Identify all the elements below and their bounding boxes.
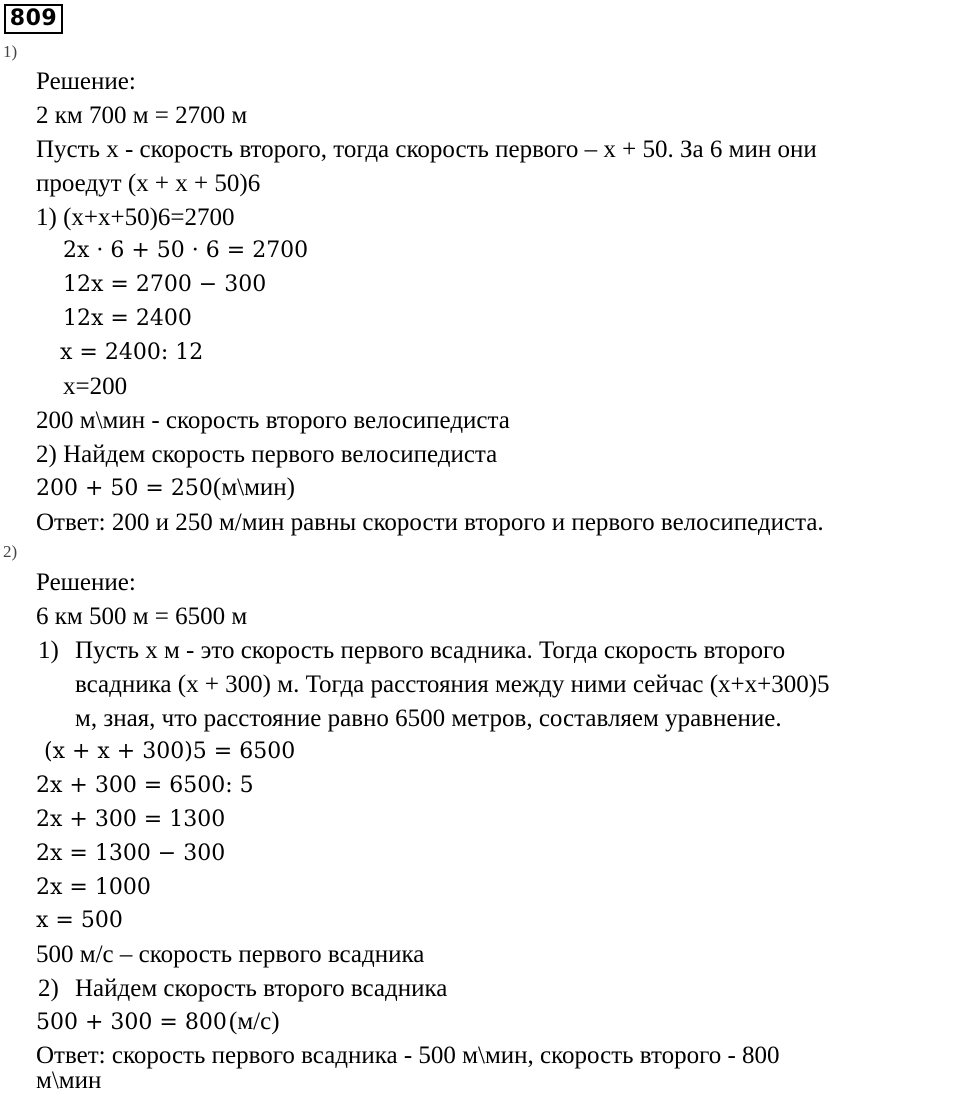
part1-unit-text: (м\мин): [213, 474, 295, 501]
problem-number-box: 809: [4, 4, 63, 34]
part1-text-line: проедут (x + x + 50)6: [36, 170, 261, 197]
part1-solution-heading: Решение:: [36, 68, 136, 95]
part2-math-line: 500 + 300 = 800: [36, 1010, 227, 1035]
part2-label: 2): [3, 542, 18, 561]
part2-step2-number: 2): [38, 975, 59, 1002]
part1-unit-conversion: 2 км 700 м = 2700 м: [36, 102, 248, 129]
part2-math-line: 2x = 1000: [36, 875, 151, 900]
part1-math-line: 12x = 2400: [63, 306, 192, 331]
part2-math-line: 2x + 300 = 6500: 5: [36, 773, 254, 798]
part1-step1-equation: 1) (х+х+50)6=2700: [36, 204, 235, 231]
part1-math-line: x = 2400: 12: [60, 340, 204, 365]
part2-math-line: x = 500: [36, 908, 123, 933]
part1-math-line: 2x · 6 + 50 · 6 = 2700: [63, 238, 309, 263]
part1-text-line: 200 м\мин - скорость второго велосипедиста: [36, 407, 510, 434]
part2-text-line: всадника (x + 300) м. Тогда расстояния между ними сейчас (х+х+300)5: [75, 671, 830, 698]
part1-step2-heading: 2) Найдем скорость первого велосипедиста: [36, 441, 498, 468]
part1-math-line: 12x = 2700 − 300: [63, 272, 267, 297]
part1-math-line: х=200: [63, 373, 128, 400]
part1-text-line: Пусть х - скорость второго, тогда скорость первого – х + 50. За 6 мин они: [36, 136, 817, 163]
part2-text-line: 500 м/с – скорость первого всадника: [36, 941, 425, 968]
part1-label: 1): [3, 42, 18, 61]
part1-answer: Ответ: 200 и 250 м/мин равны скорости второго и первого велосипедиста.: [36, 509, 824, 536]
part2-text-line: м, зная, что расстояние равно 6500 метров, составляем уравнение.: [75, 705, 782, 732]
part2-step1-number: 1): [38, 637, 59, 664]
part2-unit-text: (м/с): [229, 1008, 280, 1035]
part2-math-line: 2x + 300 = 1300: [36, 807, 226, 832]
part1-math-line: 200 + 50 = 250: [36, 476, 213, 501]
part2-answer: Ответ: скорость первого всадника - 500 м\мин, скорость второго - 800: [36, 1042, 780, 1069]
part2-math-line: (x + x + 300)5 = 6500: [44, 739, 296, 764]
part2-step2-heading: Найдем скорость второго всадника: [75, 975, 448, 1002]
part2-text-line: Пусть х м - это скорость первого всадника. Тогда скорость второго: [75, 637, 786, 664]
part2-unit-conversion: 6 км 500 м = 6500 м: [36, 603, 248, 630]
part2-math-line: 2x = 1300 − 300: [36, 841, 226, 866]
part2-solution-heading: Решение:: [36, 569, 136, 596]
part2-answer-continuation: м\мин: [36, 1067, 102, 1094]
